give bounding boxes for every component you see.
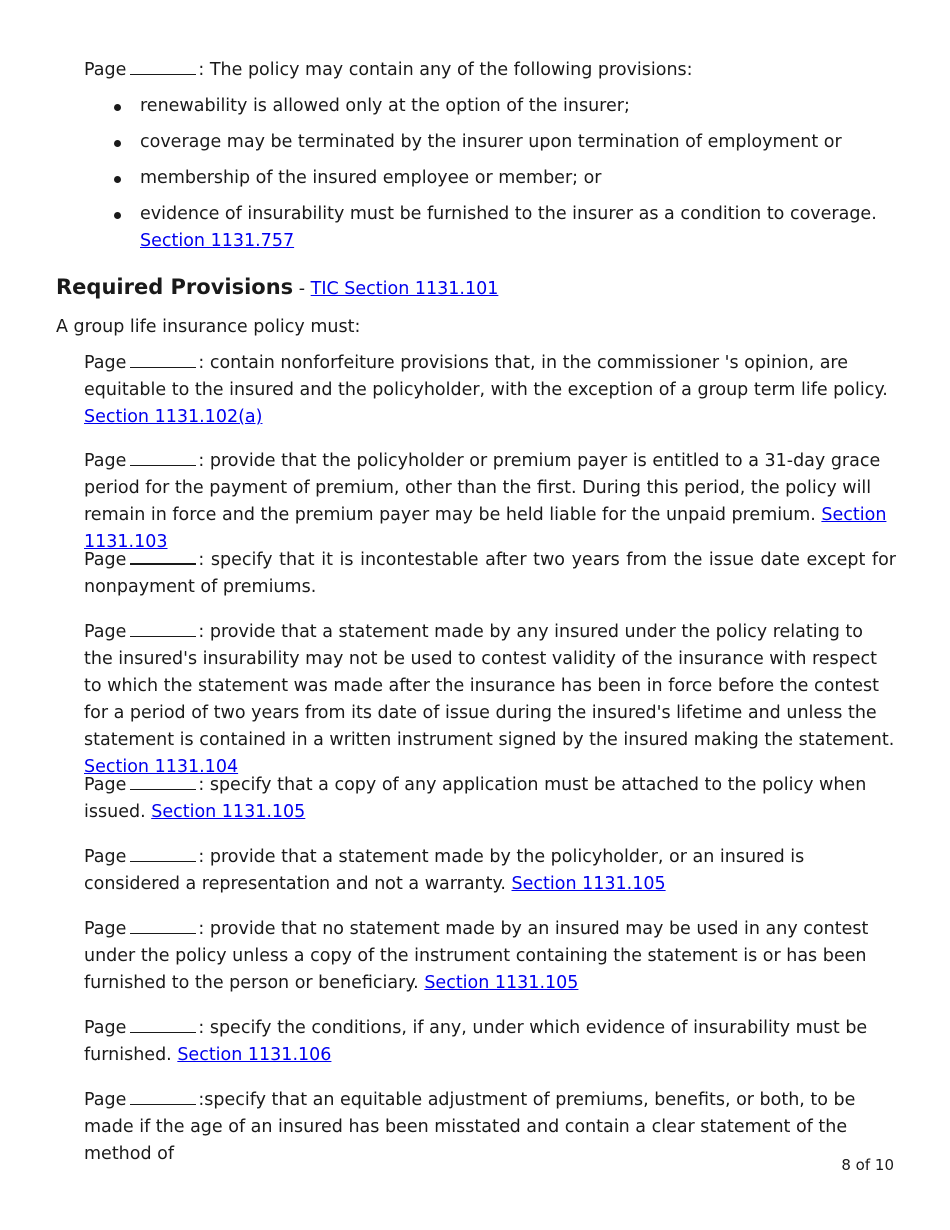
item-text: : provide that a statement made by any insured under the policy relating to the insured's insurability may not be used to contest validity of the insurance with respect to which the statement was made after the insurance has been in force before the contest for a period of two years from its date of issue during the insured's lifetime and unless the statement is contained in a written instrument signed by the insured making the statement. <box>84 622 895 750</box>
page-label: Page <box>84 1090 127 1110</box>
list-item-text: evidence of insurability must be furnished to the insurer as a condition to coverage. <box>140 204 877 224</box>
provision-item <box>84 1087 896 1168</box>
provision-item <box>84 350 896 431</box>
page-label: Page <box>84 1018 127 1038</box>
section-link[interactable]: Section 1131.105 <box>424 973 579 993</box>
page-label: Page <box>84 919 127 939</box>
provision-item <box>84 448 896 556</box>
section-link[interactable]: Section 1131.102(a) <box>84 407 263 427</box>
item-text: : specify that it is incontestable after two years from the issue date except for nonpayment of premiums. <box>84 550 896 597</box>
page-label: Page <box>84 847 127 867</box>
provision-item <box>84 619 896 781</box>
optional-provisions-list <box>84 93 896 264</box>
section-link[interactable]: Section 1131.105 <box>151 802 306 822</box>
list-item-text: coverage may be terminated by the insurer upon termination of employment or <box>140 132 842 152</box>
page-number-blank[interactable] <box>130 774 196 790</box>
provision-item <box>84 916 896 997</box>
page-number-blank[interactable] <box>130 1089 196 1105</box>
page-number-blank[interactable] <box>130 1017 196 1033</box>
page-label: Page <box>84 353 127 373</box>
bullet-icon <box>114 212 121 219</box>
section-link[interactable]: Section 1131.104 <box>84 757 239 777</box>
provision-item <box>84 547 896 601</box>
page-number-footer: 8 of 10 <box>841 1156 894 1174</box>
section-link[interactable]: Section 1131.103 <box>84 505 887 552</box>
item-text: : provide that a statement made by the policyholder, or an insured is considered a representation and not a warranty. <box>84 847 805 894</box>
page-label: Page <box>84 550 127 570</box>
page-label: Page <box>84 60 127 80</box>
list-item <box>84 201 896 255</box>
page-number-blank[interactable] <box>130 59 196 75</box>
page-number-blank[interactable] <box>130 352 196 368</box>
provision-item <box>84 1015 896 1069</box>
item-text: : contain nonforfeiture provisions that, in the commissioner 's opinion, are equitable to the insured and the policyholder, with the exception of a group term life policy. <box>84 353 888 400</box>
page-number-blank[interactable] <box>130 621 196 637</box>
page-number-blank[interactable] <box>130 548 196 565</box>
provisions-intro-item <box>84 57 896 84</box>
section-link[interactable]: Section 1131.106 <box>177 1045 332 1065</box>
bullet-icon <box>114 140 121 147</box>
list-item-text: renewability is allowed only at the option of the insurer; <box>140 96 630 116</box>
page-label: Page <box>84 451 127 471</box>
page-label: Page <box>84 622 127 642</box>
section-title: Required Provisions <box>56 275 294 299</box>
heading-separator: - <box>293 279 311 299</box>
section-heading <box>56 274 498 303</box>
page-number-blank[interactable] <box>130 918 196 934</box>
provision-item <box>84 772 896 826</box>
section-link[interactable]: Section 1131.105 <box>511 874 666 894</box>
bullet-icon <box>114 104 121 111</box>
section-intro: A group life insurance policy must: <box>56 317 361 337</box>
list-item <box>84 129 896 156</box>
page-number-blank[interactable] <box>130 450 196 466</box>
list-item-text: membership of the insured employee or member; or <box>140 168 602 188</box>
item-text: : The policy may contain any of the following provisions: <box>198 60 693 80</box>
bullet-icon <box>114 176 121 183</box>
item-text: : specify the conditions, if any, under which evidence of insurability must be furnished. <box>84 1018 868 1065</box>
provision-item <box>84 844 896 898</box>
page-label: Page <box>84 775 127 795</box>
item-text: :specify that an equitable adjustment of premiums, benefits, or both, to be made if the age of an insured has been misstated and contain a clear statement of the method of <box>84 1090 856 1164</box>
item-text: : provide that no statement made by an insured may be used in any contest under the policy unless a copy of the instrument containing the statement is or has been furnished to the person or beneficiary. <box>84 919 869 993</box>
list-item <box>84 93 896 120</box>
list-item <box>84 165 896 192</box>
section-link[interactable]: Section 1131.757 <box>140 231 295 251</box>
item-text: : specify that a copy of any application must be attached to the policy when issued. <box>84 775 867 822</box>
tic-section-link[interactable]: TIC Section 1131.101 <box>310 279 499 299</box>
page-number-blank[interactable] <box>130 846 196 862</box>
item-text: : provide that the policyholder or premium payer is entitled to a 31-day grace period for the payment of premium, other than the first. During this period, the policy will remain in force and the premium payer may be held liable for the unpaid premium. <box>84 451 881 525</box>
